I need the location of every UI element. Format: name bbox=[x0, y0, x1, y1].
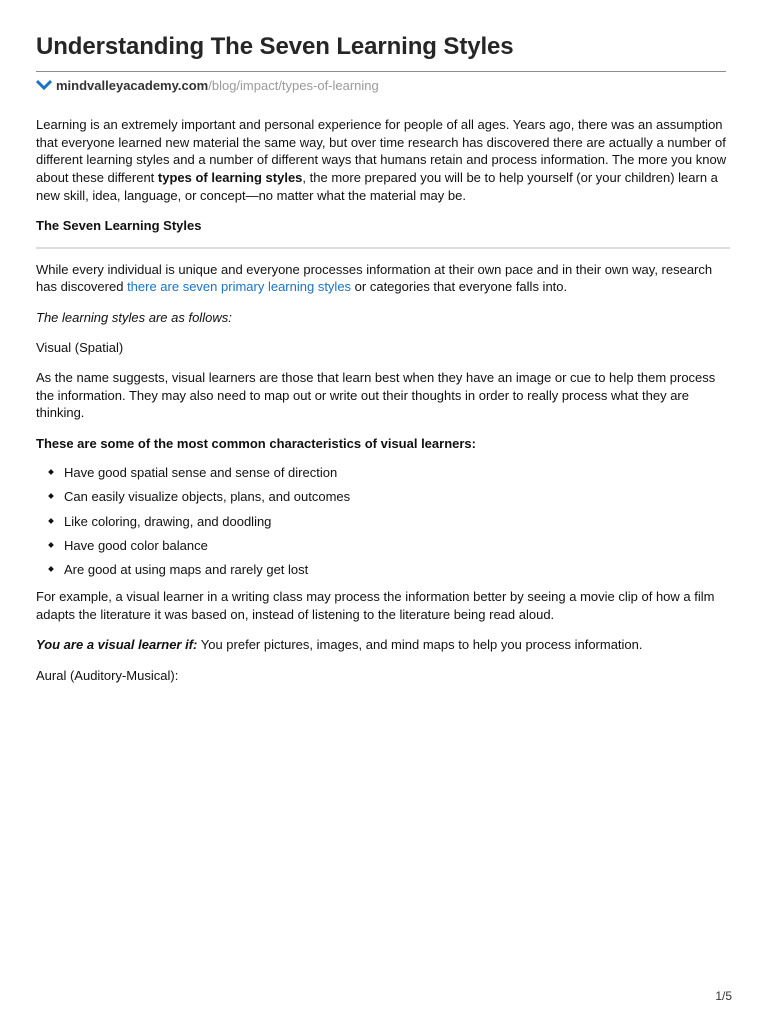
research-text-end: or categories that everyone falls into. bbox=[351, 279, 568, 295]
diamond-bullet-icon bbox=[48, 470, 54, 476]
visual-heading: Visual (Spatial) bbox=[36, 339, 124, 355]
list-item-text: Like coloring, drawing, and doodling bbox=[64, 513, 272, 529]
intro-bold: types of learning styles bbox=[157, 170, 303, 186]
source-path[interactable]: /blog/impact/types-of-learning bbox=[208, 78, 379, 93]
aural-heading: Aural (Auditory-Musical): bbox=[36, 667, 179, 683]
styles-intro-italic: The learning styles are as follows: bbox=[36, 309, 232, 325]
list-item-text: Can easily visualize objects, plans, and outcomes bbox=[64, 489, 351, 505]
research-text: While every individual is unique and everyone processes information at their own pace and in their own way, research has discovered bbox=[36, 261, 713, 295]
intro-text: Learning is an extremely important and personal experience for people of all ages. Years ago, there was an assumption that everyone learned new material the same way, but over time research has discovered there are actually a number of different learning styles and a number of different ways that humans retain and process information. The more you know about these different bbox=[36, 117, 727, 186]
intro-paragraph bbox=[36, 116, 730, 205]
diamond-bullet-icon bbox=[48, 566, 54, 572]
title-divider bbox=[36, 71, 726, 72]
list-item bbox=[36, 537, 730, 555]
list-item bbox=[36, 513, 730, 531]
section-divider bbox=[36, 247, 730, 249]
section-heading: The Seven Learning Styles bbox=[36, 218, 202, 234]
visual-if-text: You prefer pictures, images, and mind maps to help you process information. bbox=[197, 637, 643, 653]
research-paragraph bbox=[36, 261, 730, 296]
visual-learner-if bbox=[36, 636, 730, 654]
list-item bbox=[36, 561, 730, 579]
source-domain[interactable]: mindvalleyacademy.com bbox=[56, 78, 209, 93]
article-body bbox=[36, 116, 730, 697]
list-item bbox=[36, 488, 730, 506]
page-number: 1/5 bbox=[715, 989, 732, 1003]
seven-styles-link[interactable]: there are seven primary learning styles bbox=[127, 279, 352, 295]
chevron-logo-icon bbox=[36, 79, 52, 91]
intro-text-end: , the more prepared you will be to help yourself (or your children) learn a new skill, idea, language, or concept—no matter what the material may be. bbox=[36, 170, 718, 203]
source-line bbox=[36, 78, 379, 93]
example-paragraph: For example, a visual learner in a writing class may process the information better by seeing a movie clip of how a film adapts the literature it was based on, instead of listening to the literature being read aloud. bbox=[36, 589, 715, 623]
diamond-bullet-icon bbox=[48, 518, 54, 524]
diamond-bullet-icon bbox=[48, 542, 54, 548]
list-item-text: Have good spatial sense and sense of direction bbox=[64, 465, 338, 481]
characteristics-list bbox=[36, 464, 730, 578]
list-item bbox=[36, 464, 730, 482]
list-item-text: Are good at using maps and rarely get lost bbox=[64, 561, 309, 577]
visual-description: As the name suggests, visual learners are those that learn best when they have an image or cue to help them process the information. They may also need to map out or write out their thoughts in order to really process what they are thinking. bbox=[36, 370, 716, 421]
visual-if-label: You are a visual learner if: bbox=[36, 637, 198, 653]
list-item-text: Have good color balance bbox=[64, 537, 208, 553]
styles-intro bbox=[36, 309, 730, 327]
page-title: Understanding The Seven Learning Styles bbox=[36, 33, 514, 60]
characteristics-heading: These are some of the most common characteristics of visual learners: bbox=[36, 435, 476, 451]
diamond-bullet-icon bbox=[48, 494, 54, 500]
